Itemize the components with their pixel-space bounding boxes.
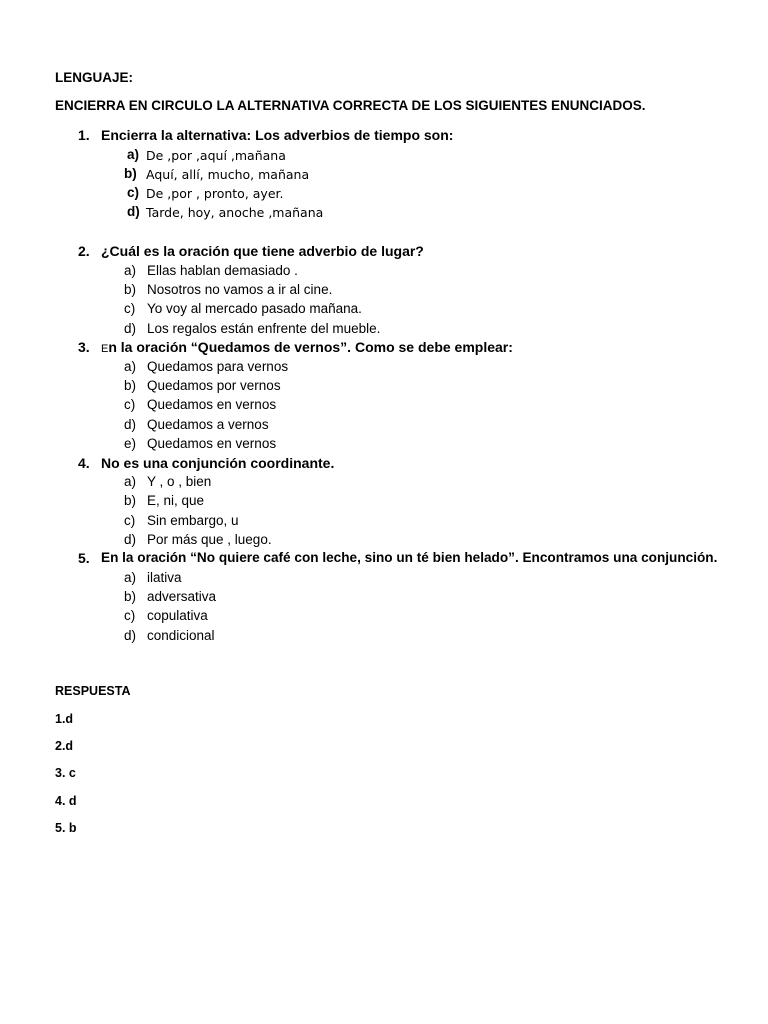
option-text: Quedamos por vernos <box>147 378 281 393</box>
option-text: Por más que , luego. <box>147 532 272 547</box>
option-text: Aquí, allí, mucho, mañana <box>146 167 310 182</box>
answer-item: 1.d <box>55 712 74 726</box>
option-letter: b) <box>124 589 137 604</box>
option-text: Los regalos están enfrente del mueble. <box>147 321 381 336</box>
option-text: Y , o , bien <box>147 474 212 489</box>
option-letter: c) <box>127 185 140 200</box>
option-letter: c) <box>124 397 136 412</box>
option-text: Tarde, hoy, anoche ,mañana <box>146 205 324 220</box>
option-text: Quedamos a vernos <box>147 417 269 432</box>
option-letter: a) <box>124 474 137 489</box>
question-text: En la oración “No quiere café con leche, sino un té bien helado”. Encontramos una conjunción. <box>101 550 718 565</box>
option-letter: c) <box>124 513 136 528</box>
option-text: De ,por , pronto, ayer. <box>146 186 284 201</box>
option-letter: b) <box>124 282 137 297</box>
option-letter: c) <box>124 608 136 623</box>
question-text: Encierra la alternativa: Los adverbios de tiempo son: <box>101 127 454 143</box>
option-text: copulativa <box>147 608 208 623</box>
option-text: Quedamos en vernos <box>147 397 277 412</box>
option-letter: d) <box>124 532 137 547</box>
instruction-text: ENCIERRA EN CIRCULO LA ALTERNATIVA CORRECTA DE LOS SIGUIENTES ENUNCIADOS. <box>55 98 646 113</box>
question-text: ¿Cuál es la oración que tiene adverbio de lugar? <box>101 243 424 259</box>
question-number: 4. <box>78 455 90 471</box>
option-letter: a) <box>124 570 137 585</box>
option-text: Ellas hablan demasiado . <box>147 263 298 278</box>
option-letter: e) <box>124 436 137 451</box>
question-text-rest: n la oración “Quedamos de vernos”. Como se debe emplear: <box>108 339 513 355</box>
option-text: ilativa <box>147 570 182 585</box>
question-text <box>101 339 513 355</box>
option-text: adversativa <box>147 589 217 604</box>
option-text: Yo voy al mercado pasado mañana. <box>147 301 362 316</box>
answer-item: 3. c <box>55 766 76 780</box>
option-letter: a) <box>124 359 137 374</box>
option-text: E, ni, que <box>147 493 205 508</box>
option-letter: d) <box>124 628 137 643</box>
question-number: 1. <box>78 127 90 143</box>
option-letter: d) <box>124 417 137 432</box>
answer-item: 5. b <box>55 821 77 835</box>
question-number: 5. <box>78 550 90 566</box>
option-text: condicional <box>147 628 215 643</box>
option-text: Quedamos en vernos <box>147 436 277 451</box>
option-letter: d) <box>127 204 140 219</box>
option-letter: b) <box>124 166 137 181</box>
option-letter: b) <box>124 378 137 393</box>
option-text: De ,por ,aquí ,mañana <box>146 148 286 163</box>
option-letter: a) <box>127 147 140 162</box>
option-letter: c) <box>124 301 136 316</box>
question-text-initial: E <box>101 343 109 355</box>
option-letter: a) <box>124 263 137 278</box>
option-letter: d) <box>124 321 137 336</box>
question-number: 3. <box>78 339 90 355</box>
option-letter: b) <box>124 493 137 508</box>
option-text: Nosotros no vamos a ir al cine. <box>147 282 333 297</box>
answers-title: RESPUESTA <box>55 684 131 698</box>
option-text: Quedamos para vernos <box>147 359 289 374</box>
page-title: LENGUAJE: <box>55 70 134 85</box>
question-number: 2. <box>78 243 90 259</box>
answer-item: 2.d <box>55 739 74 753</box>
question-text: No es una conjunción coordinante. <box>101 455 335 471</box>
answer-item: 4. d <box>55 794 77 808</box>
option-text: Sin embargo, u <box>147 513 239 528</box>
